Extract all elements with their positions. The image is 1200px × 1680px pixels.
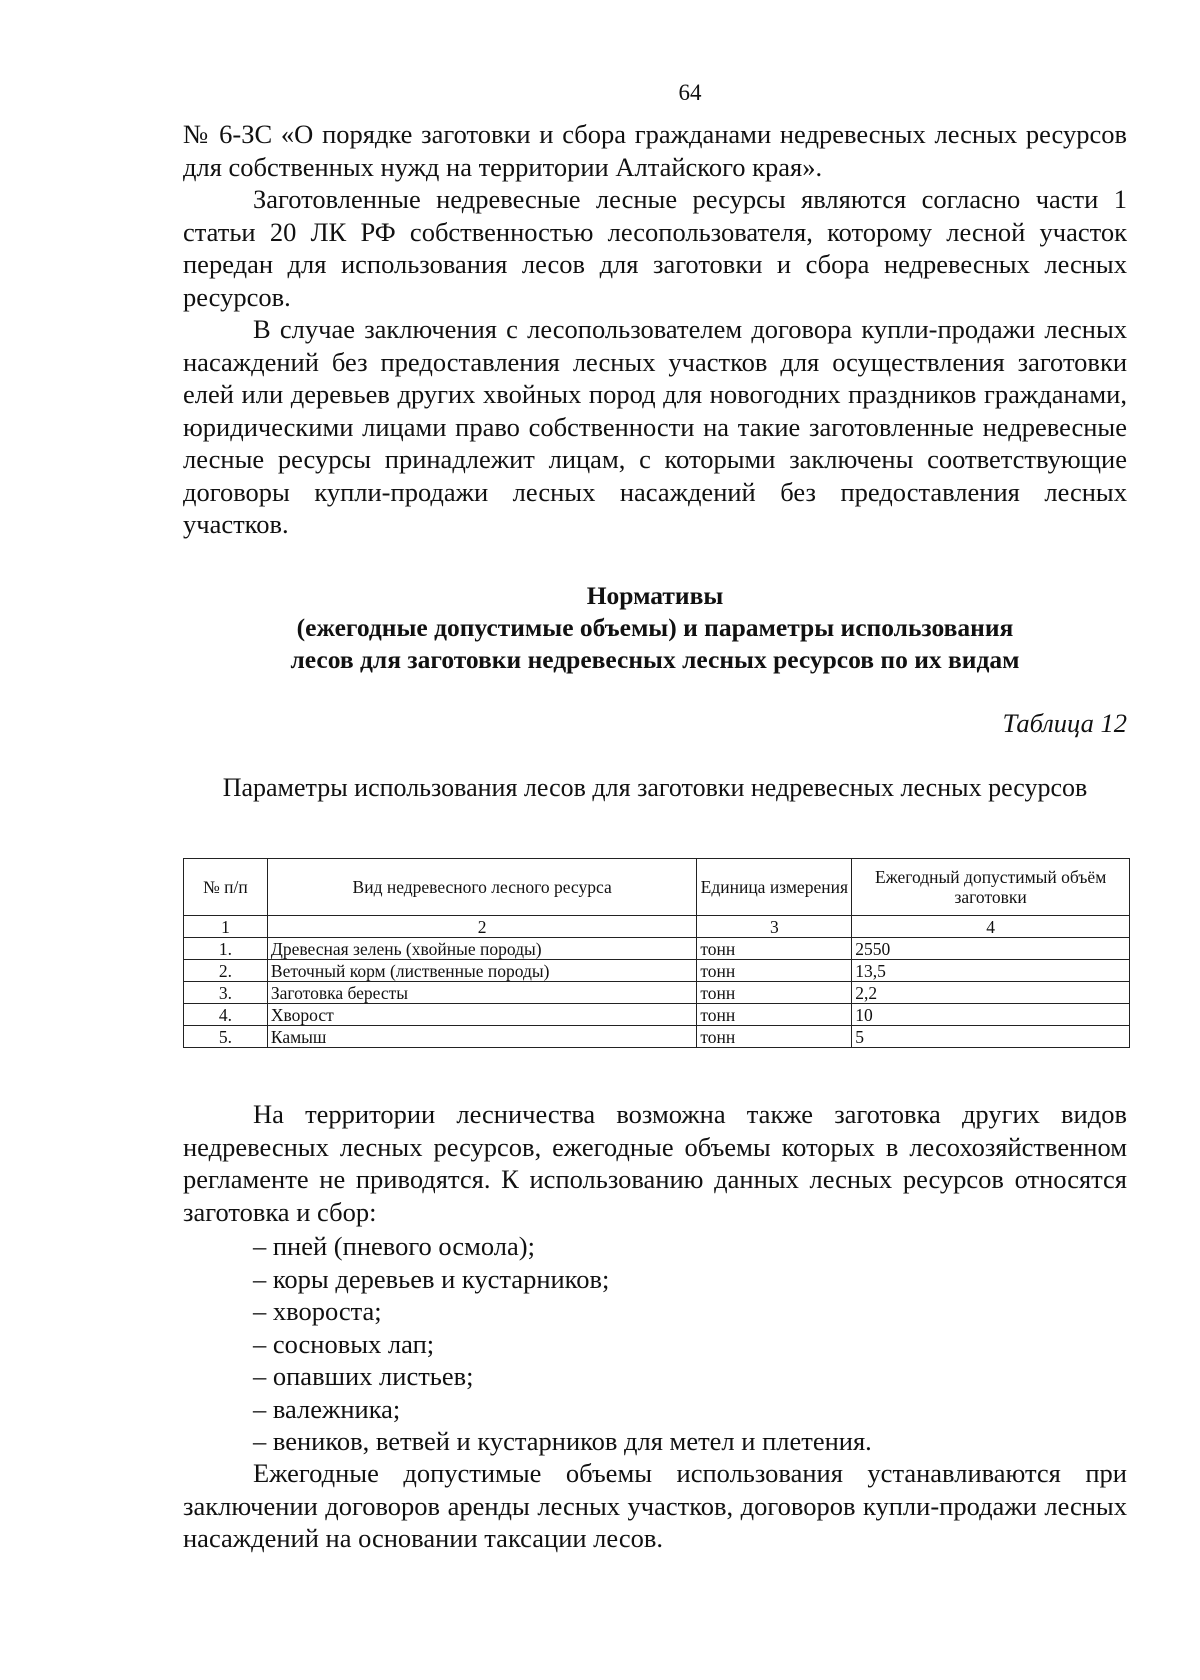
page-number-text: 64 — [678, 80, 702, 105]
table-title: Параметры использования лесов для заготовки недревесных лесных ресурсов — [222, 773, 1088, 802]
paragraph-5: Ежегодные допустимые объемы использования устанавливаются при заключении договоров аренды лесных участков, договоров купли-продажи лесных насаждений на основании таксации лесов. — [183, 1458, 1127, 1553]
row-volume: 10 — [852, 1004, 1130, 1026]
column-number: 3 — [697, 916, 852, 938]
intro-text — [183, 118, 1127, 541]
row-unit: тонн — [697, 982, 852, 1004]
row-resource: Древесная зелень (хвойные породы) — [267, 938, 696, 960]
section-heading — [183, 580, 1127, 676]
final-text — [183, 1457, 1127, 1555]
table-label: Таблица 12 — [1002, 708, 1127, 738]
row-volume: 2,2 — [852, 982, 1130, 1004]
list-item: – валежника; — [253, 1393, 401, 1424]
row-num: 1. — [184, 938, 268, 960]
heading-line-3: лесов для заготовки недревесных лесных ресурсов по их видам — [290, 645, 1020, 674]
header-num: № п/п — [184, 859, 268, 916]
row-num: 3. — [184, 982, 268, 1004]
header-resource: Вид недревесного лесного ресурса — [267, 859, 696, 916]
column-number-row — [184, 916, 1130, 938]
row-resource: Заготовка бересты — [267, 982, 696, 1004]
after-table-text — [183, 1098, 1127, 1228]
list-item: – пней (пневого осмола); — [253, 1231, 535, 1261]
row-unit: тонн — [697, 1026, 852, 1048]
table-header-row — [184, 859, 1130, 916]
row-unit: тонн — [697, 938, 852, 960]
row-num: 5. — [184, 1026, 268, 1048]
table-row — [184, 1004, 1130, 1026]
row-unit: тонн — [697, 960, 852, 982]
list-item: – опавших листьев; — [253, 1361, 474, 1391]
list-item: – веников, ветвей и кустарников для метел и плетения. — [253, 1426, 872, 1456]
list-item: – сосновых лап; — [253, 1328, 435, 1359]
column-number: 2 — [267, 916, 696, 938]
row-volume: 13,5 — [852, 960, 1130, 982]
row-volume: 5 — [852, 1026, 1130, 1048]
heading-line-1: Нормативы — [586, 581, 724, 610]
list-item: – хвороста; — [253, 1296, 382, 1326]
paragraph-4: На территории лесничества возможна также заготовка других видов недревесных лесных ресурсов, ежегодные объемы которых в лесохозяйственном регламенте не приводятся. К использованию данных лесных ресурсов относятся заготовка и сбор: — [183, 1099, 1127, 1227]
list-item: – коры деревьев и кустарников; — [253, 1263, 610, 1294]
row-resource: Веточный корм (лиственные породы) — [267, 960, 696, 982]
row-resource: Камыш — [267, 1026, 696, 1048]
row-volume: 2550 — [852, 938, 1130, 960]
table-row — [184, 1026, 1130, 1048]
resource-list — [183, 1230, 1127, 1458]
column-number: 4 — [852, 916, 1130, 938]
heading-line-2: (ежегодные допустимые объемы) и параметры использования — [296, 613, 1014, 642]
paragraph-2: Заготовленные недревесные лесные ресурсы являются согласно части 1 статьи 20 ЛК РФ собственностью лесопользователя, которому лесной участок передан для использования лесов для заготовки и сбора недревесных лесных ресурсов. — [183, 184, 1127, 312]
resources-table — [183, 858, 1130, 1048]
header-volume: Ежегодный допустимый объём заготовки — [852, 859, 1130, 916]
row-num: 2. — [184, 960, 268, 982]
row-unit: тонн — [697, 1004, 852, 1026]
paragraph-3: В случае заключения с лесопользователем договора купли-продажи лесных насаждений без предоставления лесных участков для осуществления заготовки елей или деревьев других хвойных пород для новогодних праздников гражданами, юридическими лицами право собственности на такие заготовленные недревесные лесные ресурсы принадлежит лицам, с которыми заключены соответствующие договоры купли-продажи лесных насаждений без предоставления лесных участков. — [183, 314, 1127, 539]
header-unit: Единица измерения — [697, 859, 852, 916]
row-num: 4. — [184, 1004, 268, 1026]
column-number: 1 — [184, 916, 268, 938]
table-row — [184, 960, 1130, 982]
paragraph-1: № 6-ЗС «О порядке заготовки и сбора гражданами недревесных лесных ресурсов для собственных нужд на территории Алтайского края». — [183, 119, 1127, 182]
row-resource: Хворост — [267, 1004, 696, 1026]
table-row — [184, 982, 1130, 1004]
page-number — [0, 80, 1200, 106]
table-row — [184, 938, 1130, 960]
